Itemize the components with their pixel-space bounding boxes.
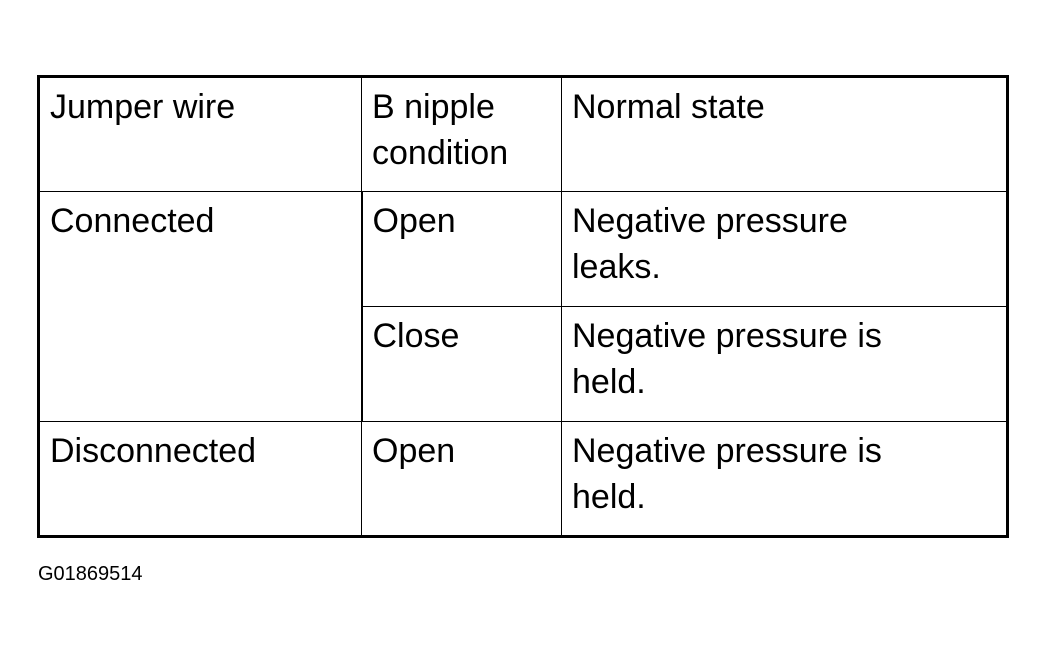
cell-state-held: Negative pressure is held. xyxy=(562,422,1008,537)
table-row xyxy=(39,192,1008,307)
cell-nipple-open: Open xyxy=(362,422,562,537)
cell-jumper-disconnected: Disconnected xyxy=(39,422,362,537)
header-normal-state: Normal state xyxy=(562,77,1008,192)
cell-state-leaks: Negative pressure leaks. xyxy=(562,192,1008,307)
cell-nipple-open: Open xyxy=(362,192,562,307)
cell-jumper-connected: Connected xyxy=(39,192,362,422)
header-b-nipple-condition: B nipple condition xyxy=(362,77,562,192)
table-header-row xyxy=(39,77,1008,192)
cell-nipple-close: Close xyxy=(362,307,562,422)
header-jumper-wire: Jumper wire xyxy=(39,77,362,192)
table-row xyxy=(39,422,1008,537)
inspection-table xyxy=(37,75,1009,538)
cell-state-held: Negative pressure is held. xyxy=(562,307,1008,422)
figure-code: G01869514 xyxy=(38,563,143,585)
